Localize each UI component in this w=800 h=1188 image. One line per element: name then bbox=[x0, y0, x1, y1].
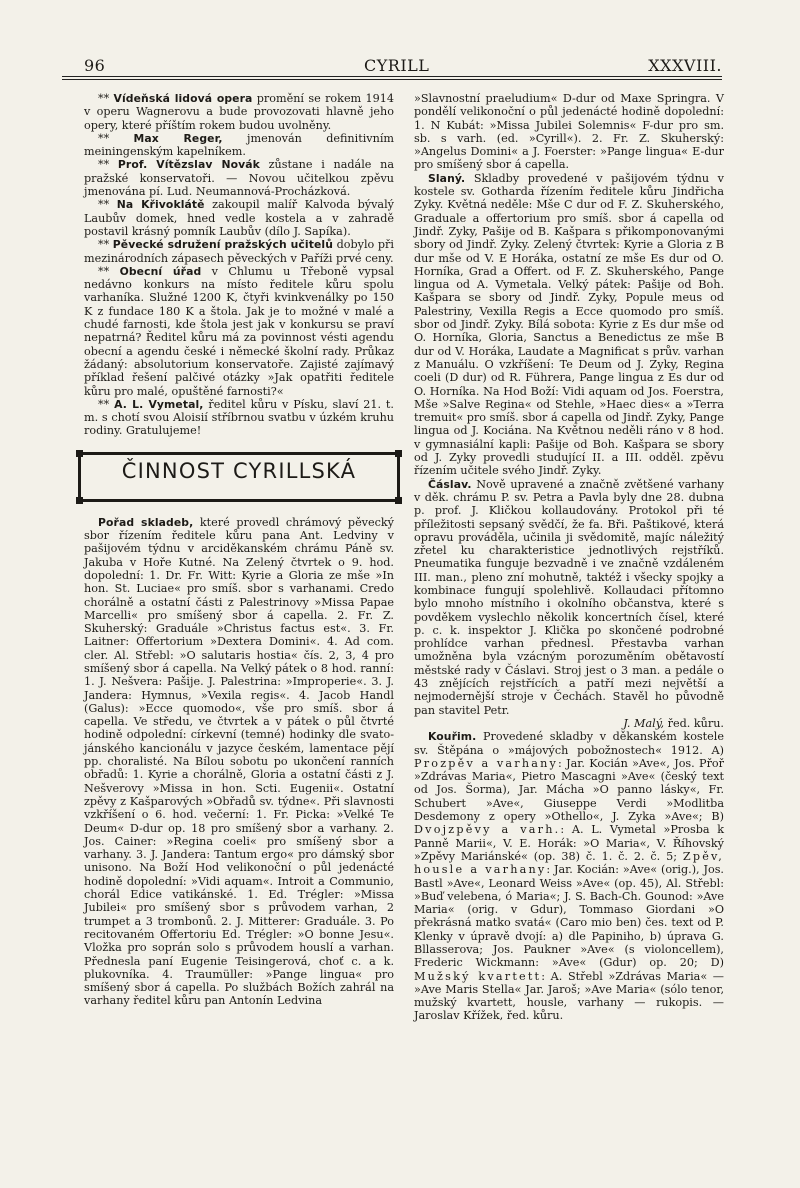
left-column bbox=[84, 92, 394, 1008]
news-item: ** Obecní úřad v Chlumu u Třeboně vypsal nedávno konkurs na místo ředitele kůru spolu varhaníka. Služné 1200 K, čtyři kvinkvenálky po 150 K z fundace 180 K a štola. Jak je to možné v malé a chudé farnosti, kde štola jest jak v konkursu se praví nepatrná? Ředitel kůru má za povinnost vésti agendu obecní a agendu české i německé školní rady. Průkaz žádaný: absolutorium konservatoře. Zajisté zajímavý příklad řešení palčivé otázky »Jak opatřiti ředitele kůru pro malé, opuštěné farnosti?« bbox=[84, 264, 394, 398]
report-paragraph: Slaný. Skladby provedené v pašijovém týdnu v kostele sv. Gotharda řízením ředitele kůru Jindřicha Zyky. Květná neděle: Mše C dur od F. Z. Skuherského, Graduale a offertorium pro smíš. sbor á capella od Jindř. Zyky, Pašije od B. Kašpara s přikomponovanými sbory od Jindř. Zyky. Zelený čtvrtek: Kyrie a Gloria z B dur mše od V. E Horáka, ostatní ze mše Es dur od O. Horníka, Grad a Offert. od F. Z. Skuherského, Pange lingua od A. Vymetala. Velký pátek: Pašije od Boh. Kašpara se sbory od Jindř. Zyky, Popule meus od Palestriny, Vexilla Regis a Ecce quomodo pro smíš. sbor od Jindř. Zyky. Bílá sobota: Kyrie z Es dur mše od O. Horníka, Gloria, Sanctus a Benedictus ze mše B dur od V. Horáka, Laudate a Magnificat s prův. varhan z Manuálu. O vzkříšení: Te Deum od J. Zyky, Regina coeli (D dur) od R. Führera, Pange lingua z Es dur od O. Horníka. Na Hod Boží: Vidi aquam od Jos. Foerstra, Mše »Salve Regina« od Stehle, »Haec dies« a »Terra tremuit« pro smíš. sbor á capella od Jindř. Zyky, Pange lingua od J. Kociána. Na Květnou neděli ráno v 8 hod. v gymnasiální kapli: Pašije od Boh. Kašpara se sbory od J. Zyky provedli studující II. a III. odděl. zpěvu řízením učitele svého Jindř. Zyky. bbox=[414, 171, 724, 478]
news-item: ** Pěvecké sdružení pražských učitelů dobylo při mezinárodních zápasech pěveckých v Paříži prvé ceny. bbox=[84, 238, 394, 265]
report-paragraph: Pořad skladeb, které provedl chrámový pěvecký sbor řízením ředitele kůru pana Ant. Ledviny v pašijovém týdnu v arciděkanském chrámu Páně sv. Jakuba v Hoře Kutné. Na Zelený čtvrtek o 9. hod. dopolední: 1. Dr. Fr. Witt: Kyrie a Gloria ze mše »In hon. St. Luciae« pro smíš. sbor s varhanami. Credo chorálně a ostatní části z Palestrinovy »Missa Papae Marcelli« pro smíšený sbor á capella. 2. Fr. Z. Skuherský: Graduále »Christus factus est«. 3. Fr. Laitner: Offertorium »Dextera Domini«. 4. Ad com. cler. Al. Střebl: »O salutaris hostia« čís. 2, 3, 4 pro smíšený sbor á capella. Na Velký pátek o 8 hod. ranní: 1. J. Nešvera: Pašije. J. Palestrina: »Improperie«. 3. J. Jandera: Hymnus, »Vexila regis«. 4. Jacob Handl (Galus): »Ecce quomodo«, vše pro smíš. sbor á capella. Ve středu, ve čtvrtek a v pátek o půl čtvrté hodině odpolední: církevní (temné) hodinky dle svato-jánského kancionálu v jazyce českém, lamentace pějí pp. choralisté. Na Bílou sobotu po ukončení ranních obřadů: 1. Kyrie a chorálně, Gloria a ostatní části z J. Nešverovy »Missa in hon. Scti. Eugenii«. Ostatní zpěvy z Kašparových »Obřadů sv. týdne«. Při slavnosti vzkříšení o 6. hod. večerní: 1. Fr. Picka: »Velké Te Deum« D-dur op. 18 pro smíšený sbor a varhany. 2. Jos. Cainer: »Regina coeli« pro smíšený sbor a varhany. 3. J. Jandera: Tantum ergo« pro dámský sbor unisono. Na Boží Hod velikonoční o půl jedenácté hodině dopolední: »Vidi aquam«. Introit a Communio, chorál Edice vatikánské. 1. Ed. Trégler: »Missa Jubilei« pro smíšený sbor s průvodem varhan, 2 trumpet a 3 trombonů. 2. J. Mitterer: Graduále. 3. Po recitovaném Offertoriu Ed. Trégler: »O bonne Jesu«. Vložka pro soprán solo s průvodem houslí a varhan. Přednesla paní Eugenie Teisingerová, choť c. a k. plukovníka. 4. Traumüller: »Pange lingua« pro smíšený sbor á capella. Po službách Božích zahrál na varhany ředitel kůru pan Antonín Ledvina bbox=[84, 515, 394, 1008]
header-rule bbox=[62, 76, 722, 80]
journal-title: CYRILL bbox=[364, 56, 430, 75]
page bbox=[62, 52, 725, 1182]
section-heading-box bbox=[78, 452, 400, 502]
right-column bbox=[414, 92, 724, 1023]
volume-number: XXXVIII. bbox=[648, 56, 722, 75]
news-item: ** Max Reger, jmenován definitivním meiningenským kapelníkem. bbox=[84, 131, 395, 159]
signature: J. Malý, řed. kůru. bbox=[623, 716, 724, 730]
news-item: ** Prof. Vítězslav Novák zůstane i nadále na pražské konservatoři. — Novou učitelkou zpěvu jmenována pí. Lud. Neumannová-Procházková. bbox=[84, 158, 395, 199]
report-paragraph: Kouřim. Provedené skladby v děkanském kostele sv. Štěpána o »májových pobožnostech« 1912. A) Prozpěv a varhany: Jar. Kocián »Ave«, Jos. Přoř »Zdrávas Maria«, Pietro Mascagni »Ave« (český text od Jos. Šorma), Jar. Mácha »O panno lásky«, Fr. Schubert »Ave«, Giuseppe Verdi »Modlitba Desdemony z opery »Othello«, J. Zyka »Ave«; B) Dvojzpěvy a varh.: A. L. Vymetal »Prosba k Panně Marii«, V. E. Horák: »O Maria«, V. Říhovský »Zpěvy Mariánské« (op. 38) č. 1. č. 2. č. 5; Zpěv, housle a varhany: Jar. Kocián: »Ave« (orig.), Jos. Bastl »Ave«, Leonard Weiss »Ave« (op. 45), Al. Střebl: »Buď velebena, ó Maria«; J. S. Bach-Ch. Gounod: »Ave Maria« (orig. v Gdur), Tommaso Giordani »O překrásná matko svatá« (Caro mio ben) čes. text od P. Klenky v úpravě dvojí: a) dle Papiniho, b) úprava G. Bllasserova; Jos. Paukner »Ave« (s violoncellem), Frederic Wickmann: »Ave« (Gdur) op. 20; D) Mužský kvartett: A. Střebl »Zdrávas Maria« — »Ave Maris Stella« Jar. Jaroš; »Ave Maria« (sólo tenor, mužský kvartett, housle, varhany — rukopis. — Jaroslav Křížek, řed. kůru. bbox=[414, 730, 725, 1023]
running-header bbox=[62, 52, 722, 76]
news-item: ** A. L. Vymetal, ředitel kůru v Písku, slaví 21. t. m. s chotí svou Aloisií stříbrnou svatbu v úzkém kruhu rodiny. Gratulujeme! bbox=[84, 397, 394, 438]
report-continuation: »Slavnostní praeludium« D-dur od Maxe Springra. V pondělí velikonoční o půl jedenácté hodině dopolední: 1. N Kubát: »Missa Jubilei Solemnis« F-dur pro sm. sb. s varh. (ed. »Cyrill«). 2. Fr. Z. Skuherský: »Angelus Domini« a J. Foerster: »Pange lingua« E-dur pro smíšený sbor á capella. bbox=[414, 92, 724, 172]
page-number: 96 bbox=[84, 56, 106, 75]
report-paragraph: Čáslav. Nově upravené a značně zvětšené varhany v děk. chrámu P. sv. Petra a Pavla byly dne 28. dubna p. prof. J. Kličkou kollaudovány. Protokol při té příležitosti sepsaný svědčí, že fa. Bři. Paštikové, která opravu prováděla, učinila ji svědomitě, majíc náležitý zřetel ku charakteristice jednotlivých rejstříků. Pneumatika funguje bezvadně i ve značně vzdáleném III. man., pleno zní mohutně, taktéž i všecky spojky a kombinace fungují spolehlivě. Kollaudaci přítomno bylo mnoho místního i okolního občanstva, které s povděkem vyslechlo několik koncertních čísel, které p. c. k. inspektor J. Klička po skončené podrobné prohlídce varhan přednesl. Přestavba varhan umožněna byla vzácným porozuměním obětavostí městské rady v Čáslavi. Stroj jest o 3 man. a pedále o 43 znějících rejstřících a patří mezi největší a nejmodernější stroje v Čechách. Stavěl ho původně pan stavitel Petr. bbox=[414, 477, 724, 717]
news-item: ** Vídeňská lidová opera promění se rokem 1914 v operu Wagnerovu a bude provozovati hlavně jeho opery, které příštím rokem budou uvolněny. bbox=[84, 92, 394, 132]
news-item: ** Na Křivoklátě zakoupil malíř Kalvoda bývalý Laubův domek, hned vedle kostela a v zahradě postavil krásný pomník Laubův (dílo J. Sapíka). bbox=[84, 198, 394, 238]
section-title: ČINNOST CYRILLSKÁ bbox=[121, 458, 357, 483]
